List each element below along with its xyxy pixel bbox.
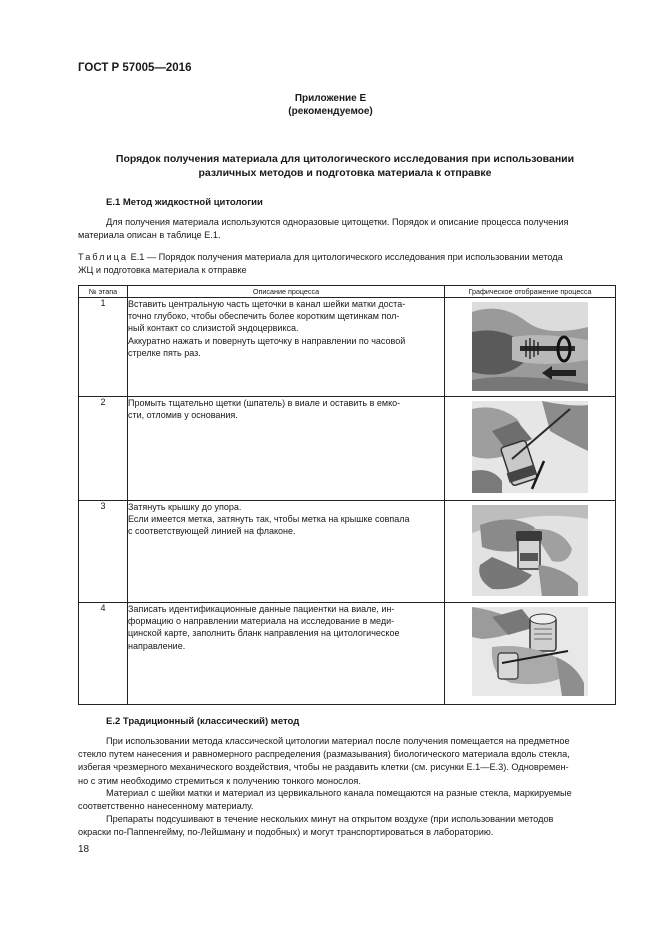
paragraph-line: Препараты подсушивают в течение нескольких минут на открытом воздухе (при использовании методов (106, 814, 554, 824)
table-row (79, 298, 616, 397)
column-header-illustration: Графическое отображение процесса (445, 286, 616, 298)
cervix-brush-illustration (472, 302, 588, 391)
section-e1-paragraph (78, 216, 615, 242)
title-line-1: Порядок получения материала для цитологического исследования при использовании (115, 153, 575, 165)
step-number: 3 (79, 501, 128, 603)
appendix-title (0, 92, 661, 118)
section-e2-paragraph-2 (78, 787, 615, 813)
vial-labeling-illustration (472, 607, 588, 696)
paragraph-line: При использовании метода классической цитологии материал после получения помещается на предметное (106, 736, 570, 746)
step-description: Затянуть крышку до упора. Если имеется метка, затянуть так, чтобы метка на крышке совпала с соответствующей линией на флаконе. (128, 501, 445, 603)
step-description: Записать идентификационные данные пациентки на виале, ин- формацию о направлении материала на исследование в меди- цинской карте, заполнить бланк направления на цитологическое направление. (128, 603, 445, 705)
step-description: Вставить центральную часть щеточки в канал шейки матки доста- точно глубоко, чтобы обеспечить более коротким щетинкам пол- ный контакт со слизистой эндоцервикса. Аккуратно нажать и повернуть щеточку в направлении по часовой стрелке пять раз. (128, 298, 445, 397)
step-illustration-cell (445, 397, 616, 501)
caption-line-1: Таблица Е.1 — Порядок получения материала для цитологического исследования при использовании метода (78, 252, 563, 262)
table-row (79, 501, 616, 603)
step-number: 1 (79, 298, 128, 397)
appendix-label: Приложение Е (294, 93, 367, 104)
caption-line-2: ЖЦ и подготовка материала к отправке (78, 265, 247, 275)
paragraph-line: Для получения материала используются одноразовые цитощетки. Порядок и описание процесса получения (106, 217, 569, 227)
section-e2-paragraph-1 (78, 735, 615, 788)
column-header-description: Описание процесса (128, 286, 445, 298)
section-e2-heading: Е.2 Традиционный (классический) метод (106, 716, 300, 727)
standard-number: ГОСТ Р 57005—2016 (78, 62, 192, 74)
step-number: 2 (79, 397, 128, 501)
step-description: Промыть тщательно щетки (шпатель) в виале и оставить в емко- сти, отломив у основания. (128, 397, 445, 501)
section-e2-paragraph-3 (78, 813, 615, 839)
paragraph-line: соответственно нанесенному материалу. (78, 801, 254, 812)
caption-prefix: Таблица (78, 252, 129, 262)
page-number: 18 (78, 844, 90, 855)
table-caption (78, 251, 615, 277)
vial-rinse-illustration (472, 401, 588, 493)
step-illustration-cell (445, 603, 616, 705)
title-line-2: различных методов и подготовка материала к отправке (198, 167, 492, 179)
table-row (79, 397, 616, 501)
paragraph-line: окраски по-Паппенгейму, по-Лейшману и подобных) и могут транспортироваться в лабораторию. (78, 827, 494, 838)
document-title (90, 152, 600, 180)
step-illustration-cell (445, 501, 616, 603)
step-illustration-cell (445, 298, 616, 397)
appendix-status: (рекомендуемое) (288, 106, 373, 117)
table-header-row (79, 286, 616, 298)
cap-tighten-illustration (472, 505, 588, 596)
paragraph-line: избегая чрезмерного механического воздействия, чтобы не раздавить клетки (см. рисунки Е.1—Е.3). Одновремен- (78, 762, 569, 773)
paragraph-line: стекло путем нанесения и равномерного распределения (размазывания) биологического материала вдоль стекла, (78, 749, 570, 760)
paragraph-line: Материал с шейки матки и материал из цервикального канала помещаются на разные стекла, маркируемые (106, 788, 572, 798)
paragraph-line: материала описан в таблице Е.1. (78, 230, 221, 241)
step-number: 4 (79, 603, 128, 705)
section-e1-heading: Е.1 Метод жидкостной цитологии (106, 197, 263, 208)
procedure-table (78, 285, 616, 705)
table-row (79, 603, 616, 705)
column-header-step: № этапа (79, 286, 128, 298)
paragraph-line: но с этим необходимо стремиться к получению тонкого монослоя. (78, 775, 361, 786)
